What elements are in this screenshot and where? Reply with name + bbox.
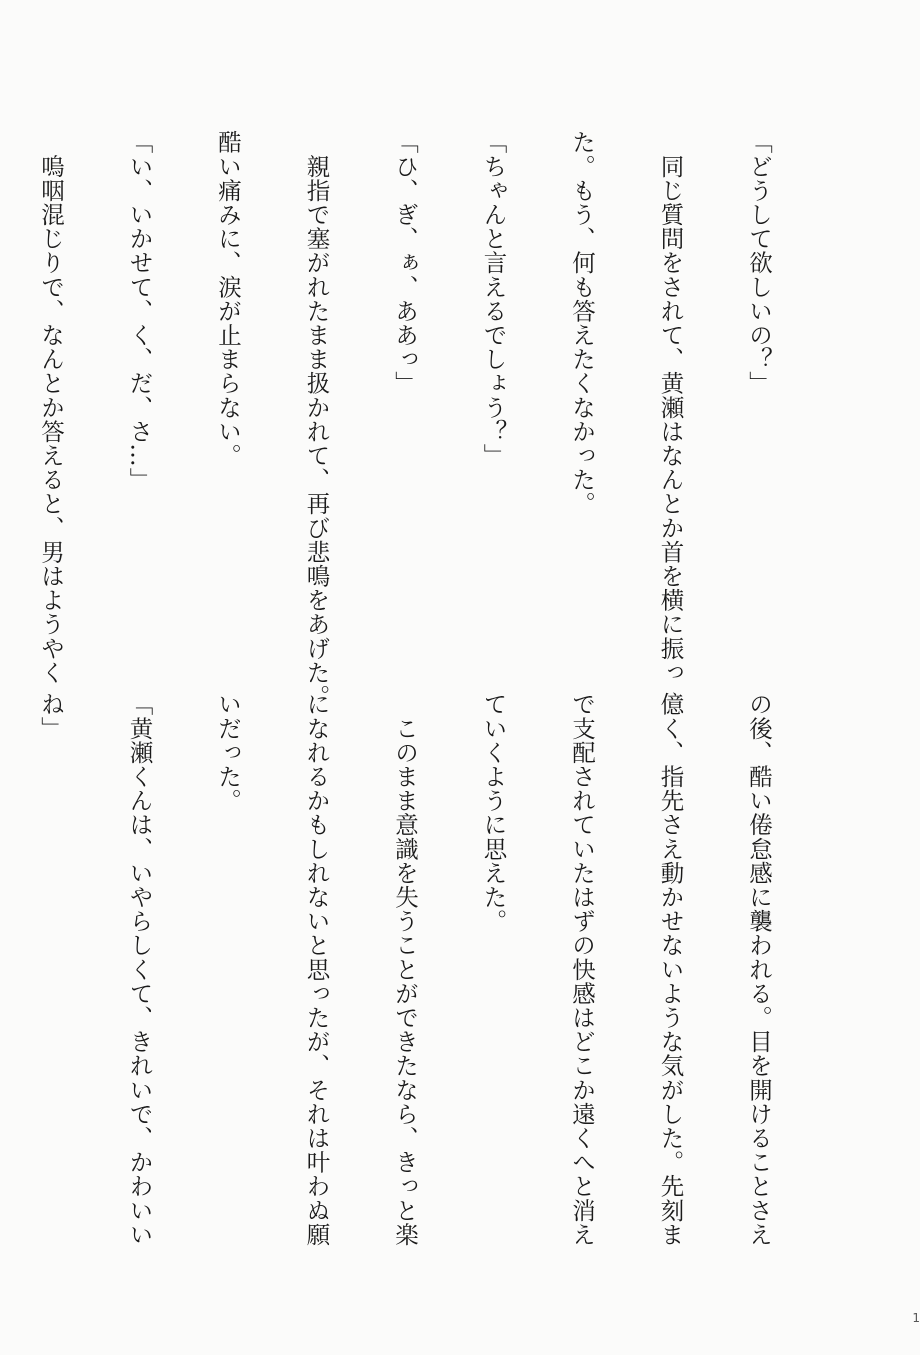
text-line: になれるかもしれないと思ったが、それは叶わぬ願 [302,692,331,1247]
text-line: 親指で塞がれたまま扱かれて、再び悲鳴をあげた。 [302,130,331,709]
text-line: た。もう、何も答えたくなかった。 [568,130,596,516]
text-line: 「ちゃんと言えるでしょう？」 [479,130,508,468]
text-line: 「黄瀬くんは、いやらしくて、きれいで、かわいい [125,692,154,1247]
text-line: 酷い痛みに、涙が止まらない。 [214,130,242,468]
text-line: このまま意識を失うことができたなら、きっと楽 [391,692,419,1247]
text-line: いだった。 [214,692,242,813]
text-block-bottom [37,692,832,1277]
text-line: 嗚咽混じりで、なんとか答えると、男はようやく [37,130,65,685]
text-line: 「ひ、ぎ、ぁ、ああっ」 [391,130,419,396]
text-line: 同じ質問をされて、黄瀬はなんとか首を横に振っ [656,130,685,685]
text-line: ていくように思えた。 [479,692,508,933]
text-line: で支配されていたはずの快感はどこか遠くへと消え [568,692,596,1247]
page-number: 1 [912,1311,920,1325]
text-line: 億く、指先さえ動かせないような気がした。先刻ま [656,692,685,1247]
text-line: 「い、いかせて、く、だ、さ…」 [125,130,154,492]
text-line: ね」 [37,692,65,741]
text-line: の後、酷い倦怠感に襲われる。目を開けることさえ [745,692,773,1247]
text-block-top [37,130,832,709]
text-line: 「どうして欲しいの？」 [745,130,773,396]
